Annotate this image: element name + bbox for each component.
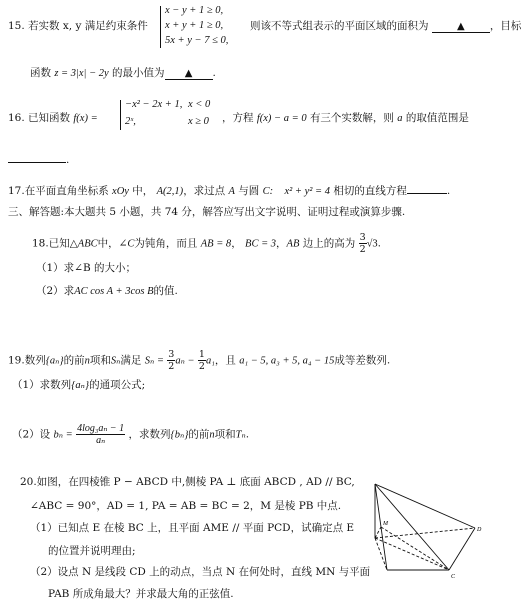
- q19-line1: [8, 349, 390, 372]
- q18-math: ∠C: [118, 238, 135, 250]
- q17-text: ，求过点: [183, 185, 226, 197]
- q17-math: x² + y² = 4: [284, 186, 331, 197]
- q15-line1b: [250, 20, 521, 33]
- q16-text: ，方程: [222, 112, 254, 124]
- q18-text: ，: [276, 237, 287, 250]
- question-number: 17.: [8, 185, 25, 197]
- answer-blank[interactable]: [8, 150, 66, 163]
- frac-num: 4log₃aₙ − 1: [77, 423, 125, 434]
- q16-case1: [125, 99, 182, 110]
- q18-text: （2）求: [36, 285, 75, 297]
- q15-text: 的最小值为: [112, 67, 165, 79]
- q17-math: xOy: [112, 186, 129, 197]
- edge-PC: [375, 484, 449, 570]
- q18-math: AC cos A + 3cos B: [74, 286, 154, 297]
- q16-case1-cond: x < 0: [188, 99, 211, 110]
- q19-math: aₙ −: [175, 355, 195, 367]
- frac-den: 2: [359, 244, 366, 255]
- q19-text: （2）设: [12, 428, 51, 441]
- q18-part1: （1）求∠B 的大小；: [36, 262, 137, 274]
- q15-line1: [8, 20, 148, 33]
- answer-blank[interactable]: [432, 20, 490, 33]
- section-title: 三、解答题:本大题共 5 小题，共 74 分，解答应写出文字说明、证明过程或演算步骤.: [8, 206, 406, 218]
- q19-math: {bₙ}: [170, 429, 189, 441]
- punct: .: [446, 185, 451, 197]
- punct: .: [377, 237, 381, 250]
- q18-text: 边上的高为: [302, 237, 356, 250]
- segment-AM: [375, 527, 381, 538]
- q16-text: 有三个实数解，则: [309, 112, 394, 124]
- q16-function: f(x) =: [73, 113, 98, 124]
- frac-den: aₙ: [96, 435, 106, 446]
- punct: .: [212, 67, 216, 79]
- frac-num: 3: [359, 232, 366, 243]
- q18-math: AB: [286, 238, 300, 250]
- q16-line1: [8, 112, 98, 125]
- q19-math: {aₙ}: [45, 355, 64, 367]
- q19-text: 项和: [214, 428, 236, 441]
- q19-text: 成等差数列.: [334, 354, 391, 367]
- label-D: D: [477, 527, 482, 533]
- q17-text: 在平面直角坐标系: [24, 185, 109, 197]
- q15-objective: z = 3|x| − 2y: [54, 68, 109, 79]
- frac-den: 2: [198, 361, 205, 372]
- q16-text: 已知函数: [28, 112, 71, 124]
- q19-text: 满足: [120, 354, 142, 367]
- answer-blank[interactable]: [165, 67, 213, 80]
- q19-math: Tₙ: [235, 429, 246, 441]
- q19-text: （1）求数列: [12, 379, 72, 391]
- q20-part2-l2: PAB 所成角最大？并求最大角的正弦值.: [48, 588, 234, 600]
- q15-constraint: x − y + 1 ≥ 0,: [165, 5, 224, 16]
- edge-PD: [375, 484, 475, 528]
- q19-math: n: [209, 429, 215, 441]
- case-expr: 2ˣ,: [125, 116, 136, 127]
- punct: .: [66, 154, 70, 166]
- q19-text: 的通项公式;: [89, 379, 146, 391]
- q19-math: Sₙ: [110, 355, 121, 367]
- q19-math: bₙ =: [53, 429, 73, 441]
- pyramid-figure: [357, 478, 497, 588]
- q17-text: 与圆: [238, 185, 260, 197]
- question-number: 15.: [8, 20, 25, 32]
- q18-text: 18.已知: [32, 237, 70, 250]
- q19-text: 项和: [89, 354, 111, 367]
- q19-text: ，求数列: [128, 428, 171, 441]
- q19-part1: [12, 379, 145, 392]
- q17-math: C:: [262, 186, 274, 197]
- q17-math: A(2,1): [156, 186, 184, 197]
- answer-marker: ▲: [456, 21, 465, 32]
- q19-math: n: [84, 355, 90, 367]
- frac-num: 1: [198, 349, 205, 360]
- q17-math: A: [228, 186, 235, 197]
- q17-text: 中，: [132, 185, 154, 197]
- q16-text: 的取值范围是: [405, 112, 469, 124]
- q16-equation: f(x) − a = 0: [256, 113, 307, 124]
- q18-line1: [32, 232, 381, 255]
- q19-math: a₁: [205, 355, 215, 367]
- q17-text: 相切的直线方程: [333, 185, 407, 197]
- q15-text: 函数: [30, 67, 51, 79]
- q19-math: {aₙ}: [71, 380, 90, 391]
- segment-MC: [381, 527, 449, 570]
- q19-text: 19.数列: [8, 354, 46, 367]
- q15-constraint: x + y + 1 ≥ 0,: [165, 20, 224, 31]
- q17-line: [8, 181, 450, 198]
- fraction: [359, 232, 367, 255]
- q16-case2: [125, 116, 136, 127]
- label-M: M: [383, 521, 388, 527]
- q16-line1b: [222, 112, 469, 125]
- q18-text: 中，: [97, 237, 119, 250]
- q15-system-brace: [160, 6, 161, 48]
- q19-text: ，且: [214, 354, 236, 367]
- case-expr: −x² − 2x + 1,: [125, 99, 183, 110]
- q18-part2: [36, 285, 178, 298]
- q18-math: △ABC: [69, 238, 98, 250]
- q19-text: 的前: [63, 354, 85, 367]
- q18-math: BC = 3: [245, 238, 277, 250]
- fraction: [198, 349, 206, 372]
- q20-line2: ∠ABC = 90°，AD = 1, PA = AB = BC = 2，M 是棱 PB 中点.: [30, 500, 342, 512]
- q18-math: AB = 8: [200, 238, 232, 250]
- q18-text: 的值.: [153, 285, 178, 297]
- q15-line2: [30, 67, 216, 80]
- q18-text: 为钝角，而且: [134, 237, 198, 250]
- q16-var: a: [397, 113, 403, 124]
- punct: .: [245, 428, 250, 441]
- q18-math: √3: [366, 238, 378, 250]
- q19-text: 的前: [188, 428, 210, 441]
- label-C: C: [451, 574, 456, 580]
- q16-case2-cond: x ≥ 0: [188, 116, 209, 127]
- question-number: 16.: [8, 112, 25, 124]
- q20-part1-l2: 的位置并说明理由;: [48, 545, 136, 557]
- edge-CD: [449, 528, 475, 570]
- q19-math: Sₙ =: [144, 355, 164, 367]
- q19-part2: [12, 423, 249, 446]
- frac-num: 3: [168, 349, 175, 360]
- q19-math: a₁ − 5, a₃ + 5, a₄ − 15: [239, 355, 335, 367]
- q18-text: ，: [231, 237, 242, 250]
- q16-piecewise-brace: [120, 100, 121, 130]
- q15-text: 若实数 x, y 满足约束条件: [28, 20, 148, 32]
- answer-blank[interactable]: [407, 181, 447, 194]
- q16-line2: [8, 150, 69, 167]
- q20-line1: 20.如图，在四棱锥 P − ABCD 中,侧棱 PA ⊥ 底面 ABCD , AD // BC,: [20, 476, 355, 488]
- q20-part2-l1: （2）设点 N 是线段 CD 上的动点，当点 N 在何处时，直线 MN 与平面: [30, 566, 371, 578]
- q15-text: 则该不等式组表示的平面区域的面积为: [250, 20, 429, 32]
- q15-text: ，目标: [489, 20, 521, 32]
- q20-part1-l1: （1）已知点 E 在棱 BC 上，且平面 AME // 平面 PCD，试确定点 E: [30, 522, 355, 534]
- frac-den: 2: [168, 361, 175, 372]
- answer-marker: ▲: [184, 68, 193, 79]
- fraction: [76, 423, 125, 446]
- q15-constraint: 5x + y − 7 ≤ 0,: [165, 35, 229, 46]
